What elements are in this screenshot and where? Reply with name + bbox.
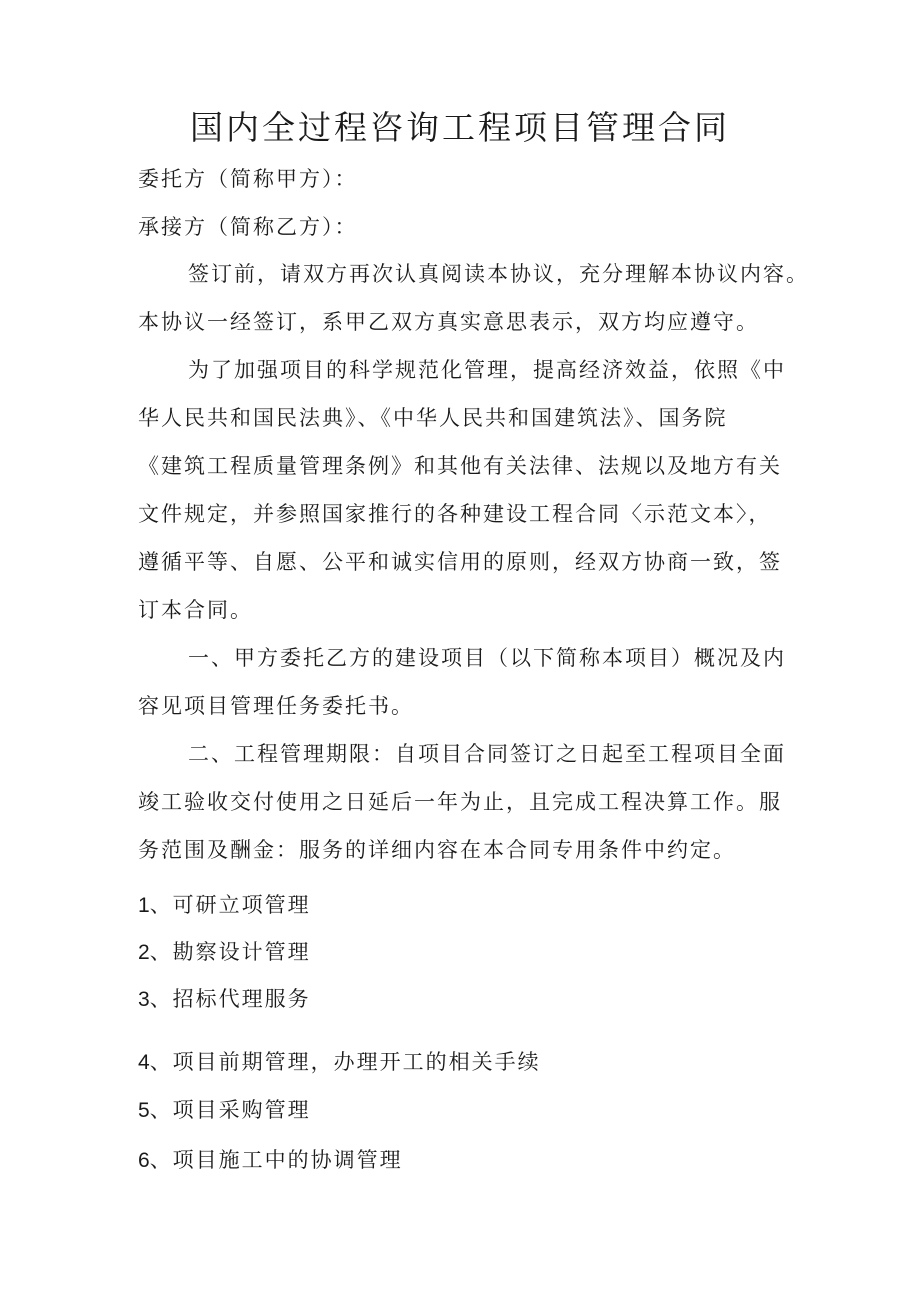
list-item-text: 、可研立项管理 [149, 893, 311, 917]
list-item [138, 1047, 541, 1078]
clause-1-line-2: 容见项目管理任务委托书。 [138, 694, 414, 718]
list-item-number: 5 [138, 1099, 150, 1122]
list-item [138, 984, 311, 1015]
intro-paragraph-1-line-2: 本协议一经签订，系甲乙双方真实意思表示，双方均应遵守。 [138, 310, 759, 334]
clause-2-line-2: 竣工验收交付使用之日延后一年为止，且完成工程决算工作。服 [138, 790, 782, 814]
intro-paragraph-2-line-5: 遵循平等、自愿、公平和诚实信用的原则，经双方协商一致，签 [138, 550, 782, 574]
intro-paragraph-2-line-2: 华人民共和国民法典》、《中华人民共和国建筑法》、国务院 [138, 406, 728, 430]
intro-paragraph-2-line-1: 为了加强项目的科学规范化管理，提高经济效益，依照《中 [188, 358, 786, 382]
list-item-text: 、项目施工中的协调管理 [149, 1148, 403, 1172]
clause-1-line-1: 一、甲方委托乙方的建设项目（以下简称本项目）概况及内 [188, 646, 786, 670]
list-item-number: 3 [138, 988, 150, 1011]
intro-paragraph-2-line-6: 订本合同。 [138, 598, 253, 622]
party-b-line: 承接方（简称乙方）： [138, 215, 358, 239]
list-item [138, 937, 311, 968]
list-item [138, 890, 311, 921]
clause-2-line-1: 二、工程管理期限：自项目合同签订之日起至工程项目全面 [188, 742, 786, 766]
document-title: 国内全过程咨询工程项目管理合同 [190, 108, 730, 147]
intro-paragraph-1-line-1: 签订前，请双方再次认真阅读本协议，充分理解本协议内容。 [188, 262, 809, 286]
list-item-text: 、招标代理服务 [149, 987, 311, 1011]
list-item-text: 、项目前期管理，办理开工的相关手续 [149, 1050, 541, 1074]
list-item-number: 1 [138, 894, 150, 917]
list-item [138, 1145, 403, 1176]
list-item-number: 4 [138, 1051, 150, 1074]
list-item [138, 1095, 311, 1126]
clause-2-line-3: 务范围及酬金：服务的详细内容在本合同专用条件中约定。 [138, 838, 736, 862]
party-a-line: 委托方（简称甲方）： [138, 167, 358, 191]
intro-paragraph-2-line-4: 文件规定，并参照国家推行的各种建设工程合同〈示范文本〉， [138, 502, 772, 526]
list-item-number: 2 [138, 941, 150, 964]
list-item-number: 6 [138, 1149, 150, 1172]
intro-paragraph-2-line-3: 《建筑工程质量管理条例》和其他有关法律、法规以及地方有关 [138, 454, 782, 478]
list-item-text: 、项目采购管理 [149, 1098, 311, 1122]
list-item-text: 、勘察设计管理 [149, 940, 311, 964]
